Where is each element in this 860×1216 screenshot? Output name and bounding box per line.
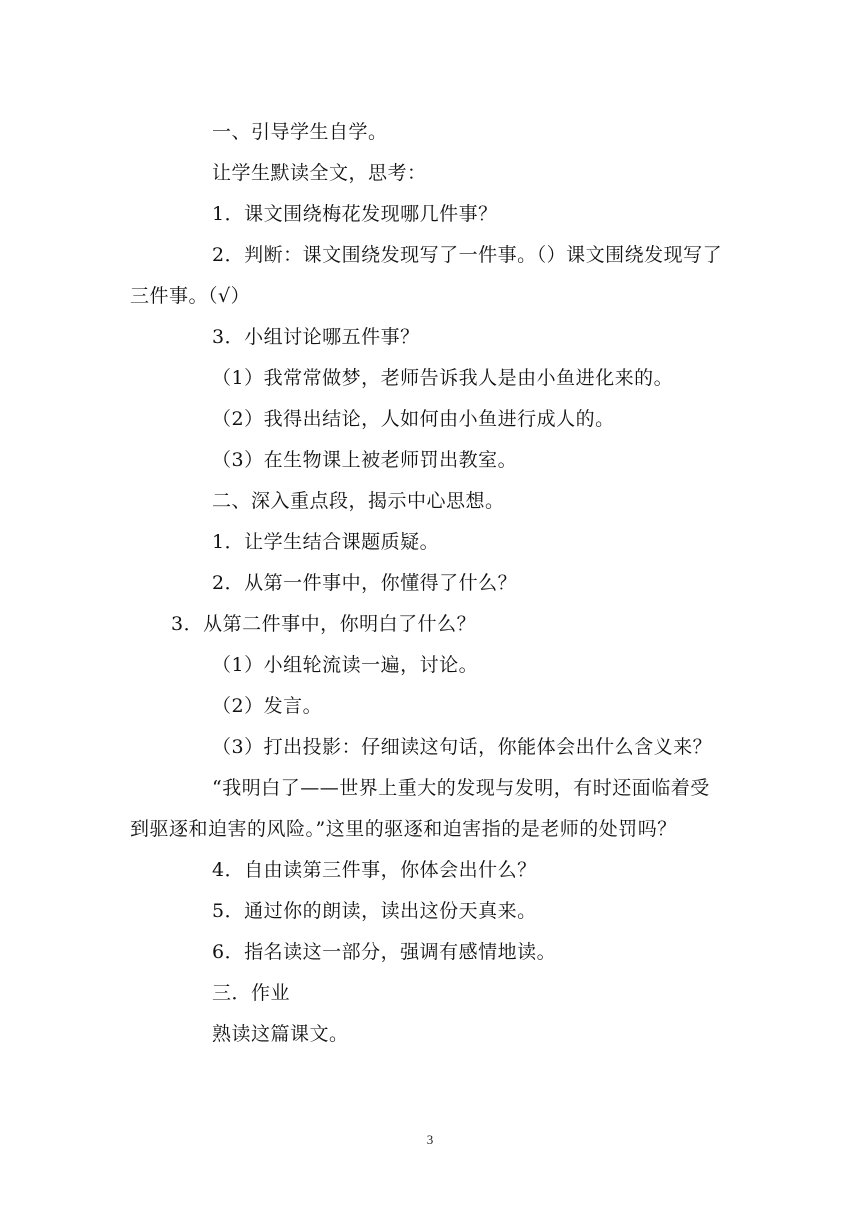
sub-list-item: （1）小组轮流读一遍，讨论。: [212, 654, 479, 676]
section-heading-2: 二、深入重点段，揭示中心思想。: [212, 490, 505, 512]
list-item: 2．从第一件事中，你懂得了什么？: [212, 572, 518, 594]
list-item: 3．小组讨论哪五件事？: [212, 326, 420, 348]
sub-list-item: （2）发言。: [212, 695, 323, 717]
quote-line: “我明白了——世界上重大的发现与发明，有时还面临着受: [212, 777, 710, 799]
paragraph-line: 熟读这篇课文。: [212, 1023, 349, 1045]
list-item: 1．让学生结合课题质疑。: [212, 531, 440, 553]
quote-line: 到驱逐和迫害的风险。”这里的驱逐和迫害指的是老师的处罚吗？: [130, 818, 677, 840]
sub-list-item: （3）在生物课上被老师罚出教室。: [212, 449, 518, 471]
sub-list-item: （3）打出投影：仔细读这句话，你能体会出什么含义来？: [212, 736, 713, 758]
sub-list-item: （1）我常常做梦，老师告诉我人是由小鱼进化来的。: [212, 367, 674, 389]
list-item: 1．课文围绕梅花发现哪几件事？: [212, 203, 498, 225]
page-number: 3: [426, 1132, 434, 1147]
section-heading-1: 一、引导学生自学。: [212, 121, 388, 143]
list-item: 4．自由读第三件事，你体会出什么？: [212, 859, 537, 881]
list-item: 6．指名读这一部分，强调有感情地读。: [212, 941, 557, 963]
paragraph-line: 让学生默读全文，思考：: [212, 162, 427, 184]
list-item: 5．通过你的朗读，读出这份天真来。: [212, 900, 537, 922]
list-item: 2．判断：课文围绕发现写了一件事。（）课文围绕发现写了: [212, 244, 723, 266]
paragraph-line: 三件事。（√）: [130, 285, 251, 307]
list-item: 3．从第二件事中，你明白了什么？: [171, 613, 477, 635]
sub-list-item: （2）我得出结论，人如何由小鱼进行成人的。: [212, 408, 615, 430]
section-heading-3: 三．作业: [212, 982, 291, 1004]
